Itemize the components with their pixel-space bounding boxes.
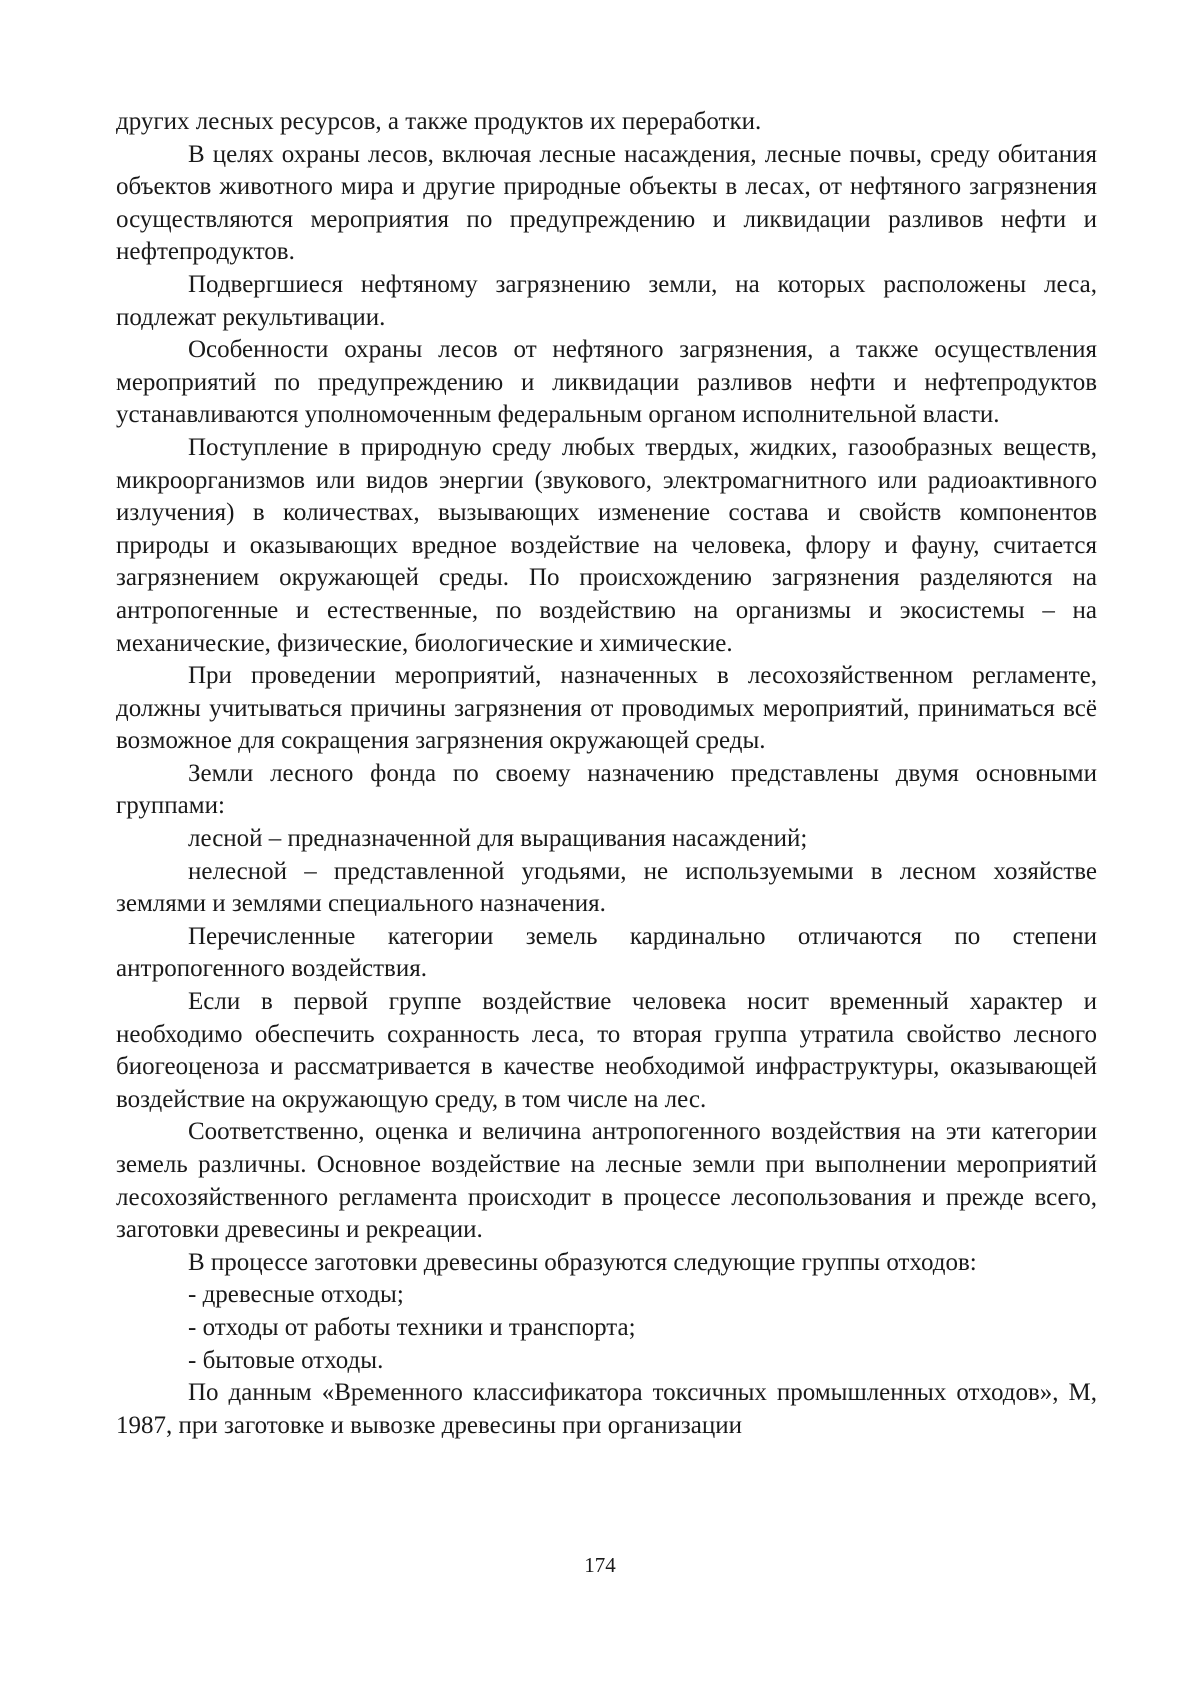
list-item: нелесной – представленной угодьями, не используемыми в лесном хозяйстве землями и землями специального назначения.	[116, 857, 1097, 918]
paragraph: Поступление в природную среду любых твердых, жидких, газообразных веществ, микроорганизмов или видов энергии (звукового, электромагнитного или радиоактивного излучения) в количествах, вызывающих изменение состава и свойств компонентов природы и оказывающих вредное воздействие на человека, флору и фауну, считается загрязнением окружающей среды. По происхождению загрязнения разделяются на антропогенные и естественные, по воздействию на организмы и экосистемы – на механические, физические, биологические и химические.	[116, 433, 1097, 657]
paragraph: По данным «Временного классификатора токсичных промышленных отходов», М, 1987, при заготовке и вывозке древесины при организации	[116, 1379, 1097, 1439]
list-item: лесной – предназначенной для выращивания насаждений;	[188, 825, 808, 853]
paragraph: Соответственно, оценка и величина антропогенного воздействия на эти категории земель различны. Основное воздействие на лесные земли при выполнении мероприятий лесохозяйственного регламента происходит в процессе лесопользования и прежде всего, заготовки древесины и рекреации.	[116, 1118, 1097, 1244]
list-item: - древесные отходы;	[188, 1281, 404, 1309]
document-body	[116, 106, 1097, 1442]
paragraph: В процессе заготовки древесины образуются следующие группы отходов:	[188, 1248, 977, 1276]
paragraph: В целях охраны лесов, включая лесные насаждения, лесные почвы, среду обитания объектов животного мира и другие природные объекты в лесах, от нефтяного загрязнения осуществляются мероприятия по предупреждению и ликвидации разливов нефти и нефтепродуктов.	[116, 140, 1097, 266]
paragraph: других лесных ресурсов, а также продуктов их переработки.	[116, 108, 762, 135]
paragraph: Если в первой группе воздействие человека носит временный характер и необходимо обеспечить сохранность леса, то вторая группа утратила свойство лесного биогеоценоза и рассматривается в качестве необходимой инфраструктуры, оказывающей воздействие на окружающую среду, в том числе на лес.	[116, 988, 1097, 1113]
page-number: 174	[584, 1553, 616, 1577]
list-item: - отходы от работы техники и транспорта;	[188, 1313, 636, 1341]
paragraph: Подвергшиеся нефтяному загрязнению земли, на которых расположены леса, подлежат рекультивации.	[116, 270, 1097, 331]
paragraph: При проведении мероприятий, назначенных в лесохозяйственном регламенте, должны учитываться причины загрязнения от проводимых мероприятий, приниматься всё возможное для сокращения загрязнения окружающей среды.	[116, 662, 1097, 755]
paragraph: Земли лесного фонда по своему назначению представлены двумя основными группами:	[116, 759, 1097, 820]
paragraph: Особенности охраны лесов от нефтяного загрязнения, а также осуществления мероприятий по предупреждению и ликвидации разливов нефти и нефтепродуктов устанавливаются уполномоченным федеральным органом исполнительной власти.	[116, 336, 1097, 429]
list-item: - бытовые отходы.	[188, 1346, 384, 1374]
paragraph: Перечисленные категории земель кардинально отличаются по степени антропогенного воздействия.	[116, 922, 1097, 983]
